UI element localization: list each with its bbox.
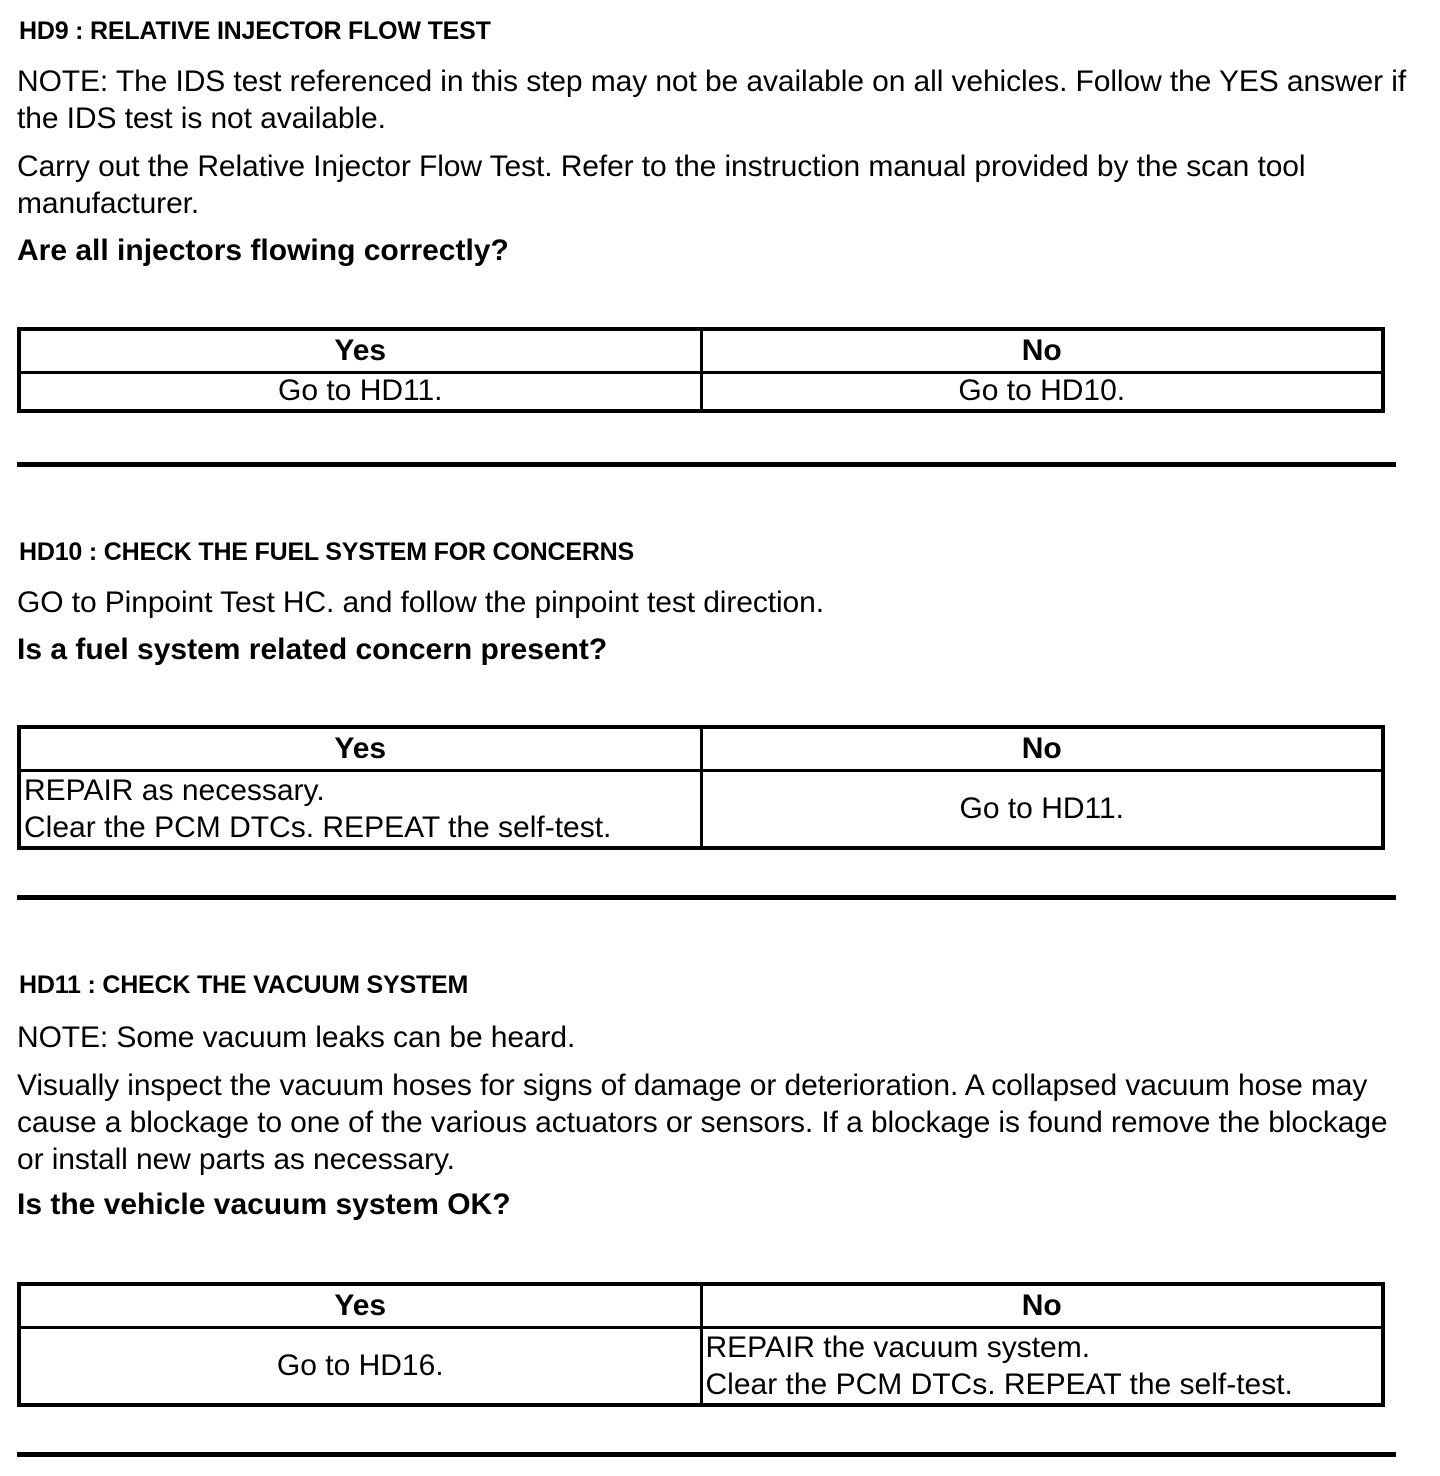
table-row	[19, 1328, 1383, 1406]
no-action	[701, 771, 1383, 849]
no-header: No	[701, 727, 1383, 771]
yes-action-line: Go to HD16.	[276, 1349, 444, 1382]
yes-action	[19, 1328, 701, 1406]
step-title-hd11: HD11 : CHECK THE VACUUM SYSTEM	[19, 971, 469, 999]
no-header: No	[701, 1284, 1383, 1328]
table-header-row	[19, 329, 1383, 373]
no-action-line: REPAIR the vacuum system.	[705, 1331, 1091, 1364]
yes-no-table-hd10	[17, 725, 1385, 850]
table-row	[19, 771, 1383, 849]
yes-action-line: Clear the PCM DTCs. REPEAT the self-test.	[24, 811, 612, 844]
table-header-row	[19, 727, 1383, 771]
step-instruction-hd10: GO to Pinpoint Test HC. and follow the pinpoint test direction.	[17, 586, 824, 619]
section-divider	[17, 1452, 1396, 1457]
yes-header: Yes	[19, 329, 701, 373]
step-title-hd10: HD10 : CHECK THE FUEL SYSTEM FOR CONCERNS	[19, 538, 635, 566]
step-instruction-hd9: Carry out the Relative Injector Flow Test. Refer to the instruction manual provided by the scan tool manufacturer.	[17, 150, 1306, 220]
no-action-line: Clear the PCM DTCs. REPEAT the self-test.	[705, 1368, 1293, 1401]
yes-action	[19, 771, 701, 849]
table-row	[19, 373, 1383, 411]
yes-action-line: Go to HD11.	[277, 374, 443, 408]
yes-no-table-hd9	[17, 327, 1385, 413]
yes-header: Yes	[19, 1284, 701, 1328]
no-action-line: Go to HD11.	[959, 792, 1125, 825]
yes-action-line: REPAIR as necessary.	[24, 774, 325, 807]
yes-action	[19, 373, 701, 411]
section-divider	[17, 462, 1396, 467]
step-title-hd9: HD9 : RELATIVE INJECTOR FLOW TEST	[19, 17, 491, 45]
step-question-hd9: Are all injectors flowing correctly?	[17, 234, 509, 267]
table-header-row	[19, 1284, 1383, 1328]
step-note-hd9: NOTE: The IDS test referenced in this step may not be available on all vehicles. Follow the YES answer if the IDS test is not available.	[17, 65, 1407, 135]
step-instruction-hd11: Visually inspect the vacuum hoses for signs of damage or deterioration. A collapsed vacuum hose may cause a blockage to one of the various actuators or sensors. If a blockage is found remove the blockage or install new parts as necessary.	[17, 1069, 1388, 1176]
step-question-hd10: Is a fuel system related concern present?	[17, 633, 608, 666]
no-action	[701, 373, 1383, 411]
section-divider	[17, 895, 1396, 900]
yes-no-table-hd11	[17, 1282, 1385, 1407]
yes-header: Yes	[19, 727, 701, 771]
no-header: No	[701, 329, 1383, 373]
no-action	[701, 1328, 1383, 1406]
step-question-hd11: Is the vehicle vacuum system OK?	[17, 1188, 511, 1221]
step-note-hd11: NOTE: Some vacuum leaks can be heard.	[17, 1021, 576, 1054]
no-action-line: Go to HD10.	[958, 374, 1126, 408]
